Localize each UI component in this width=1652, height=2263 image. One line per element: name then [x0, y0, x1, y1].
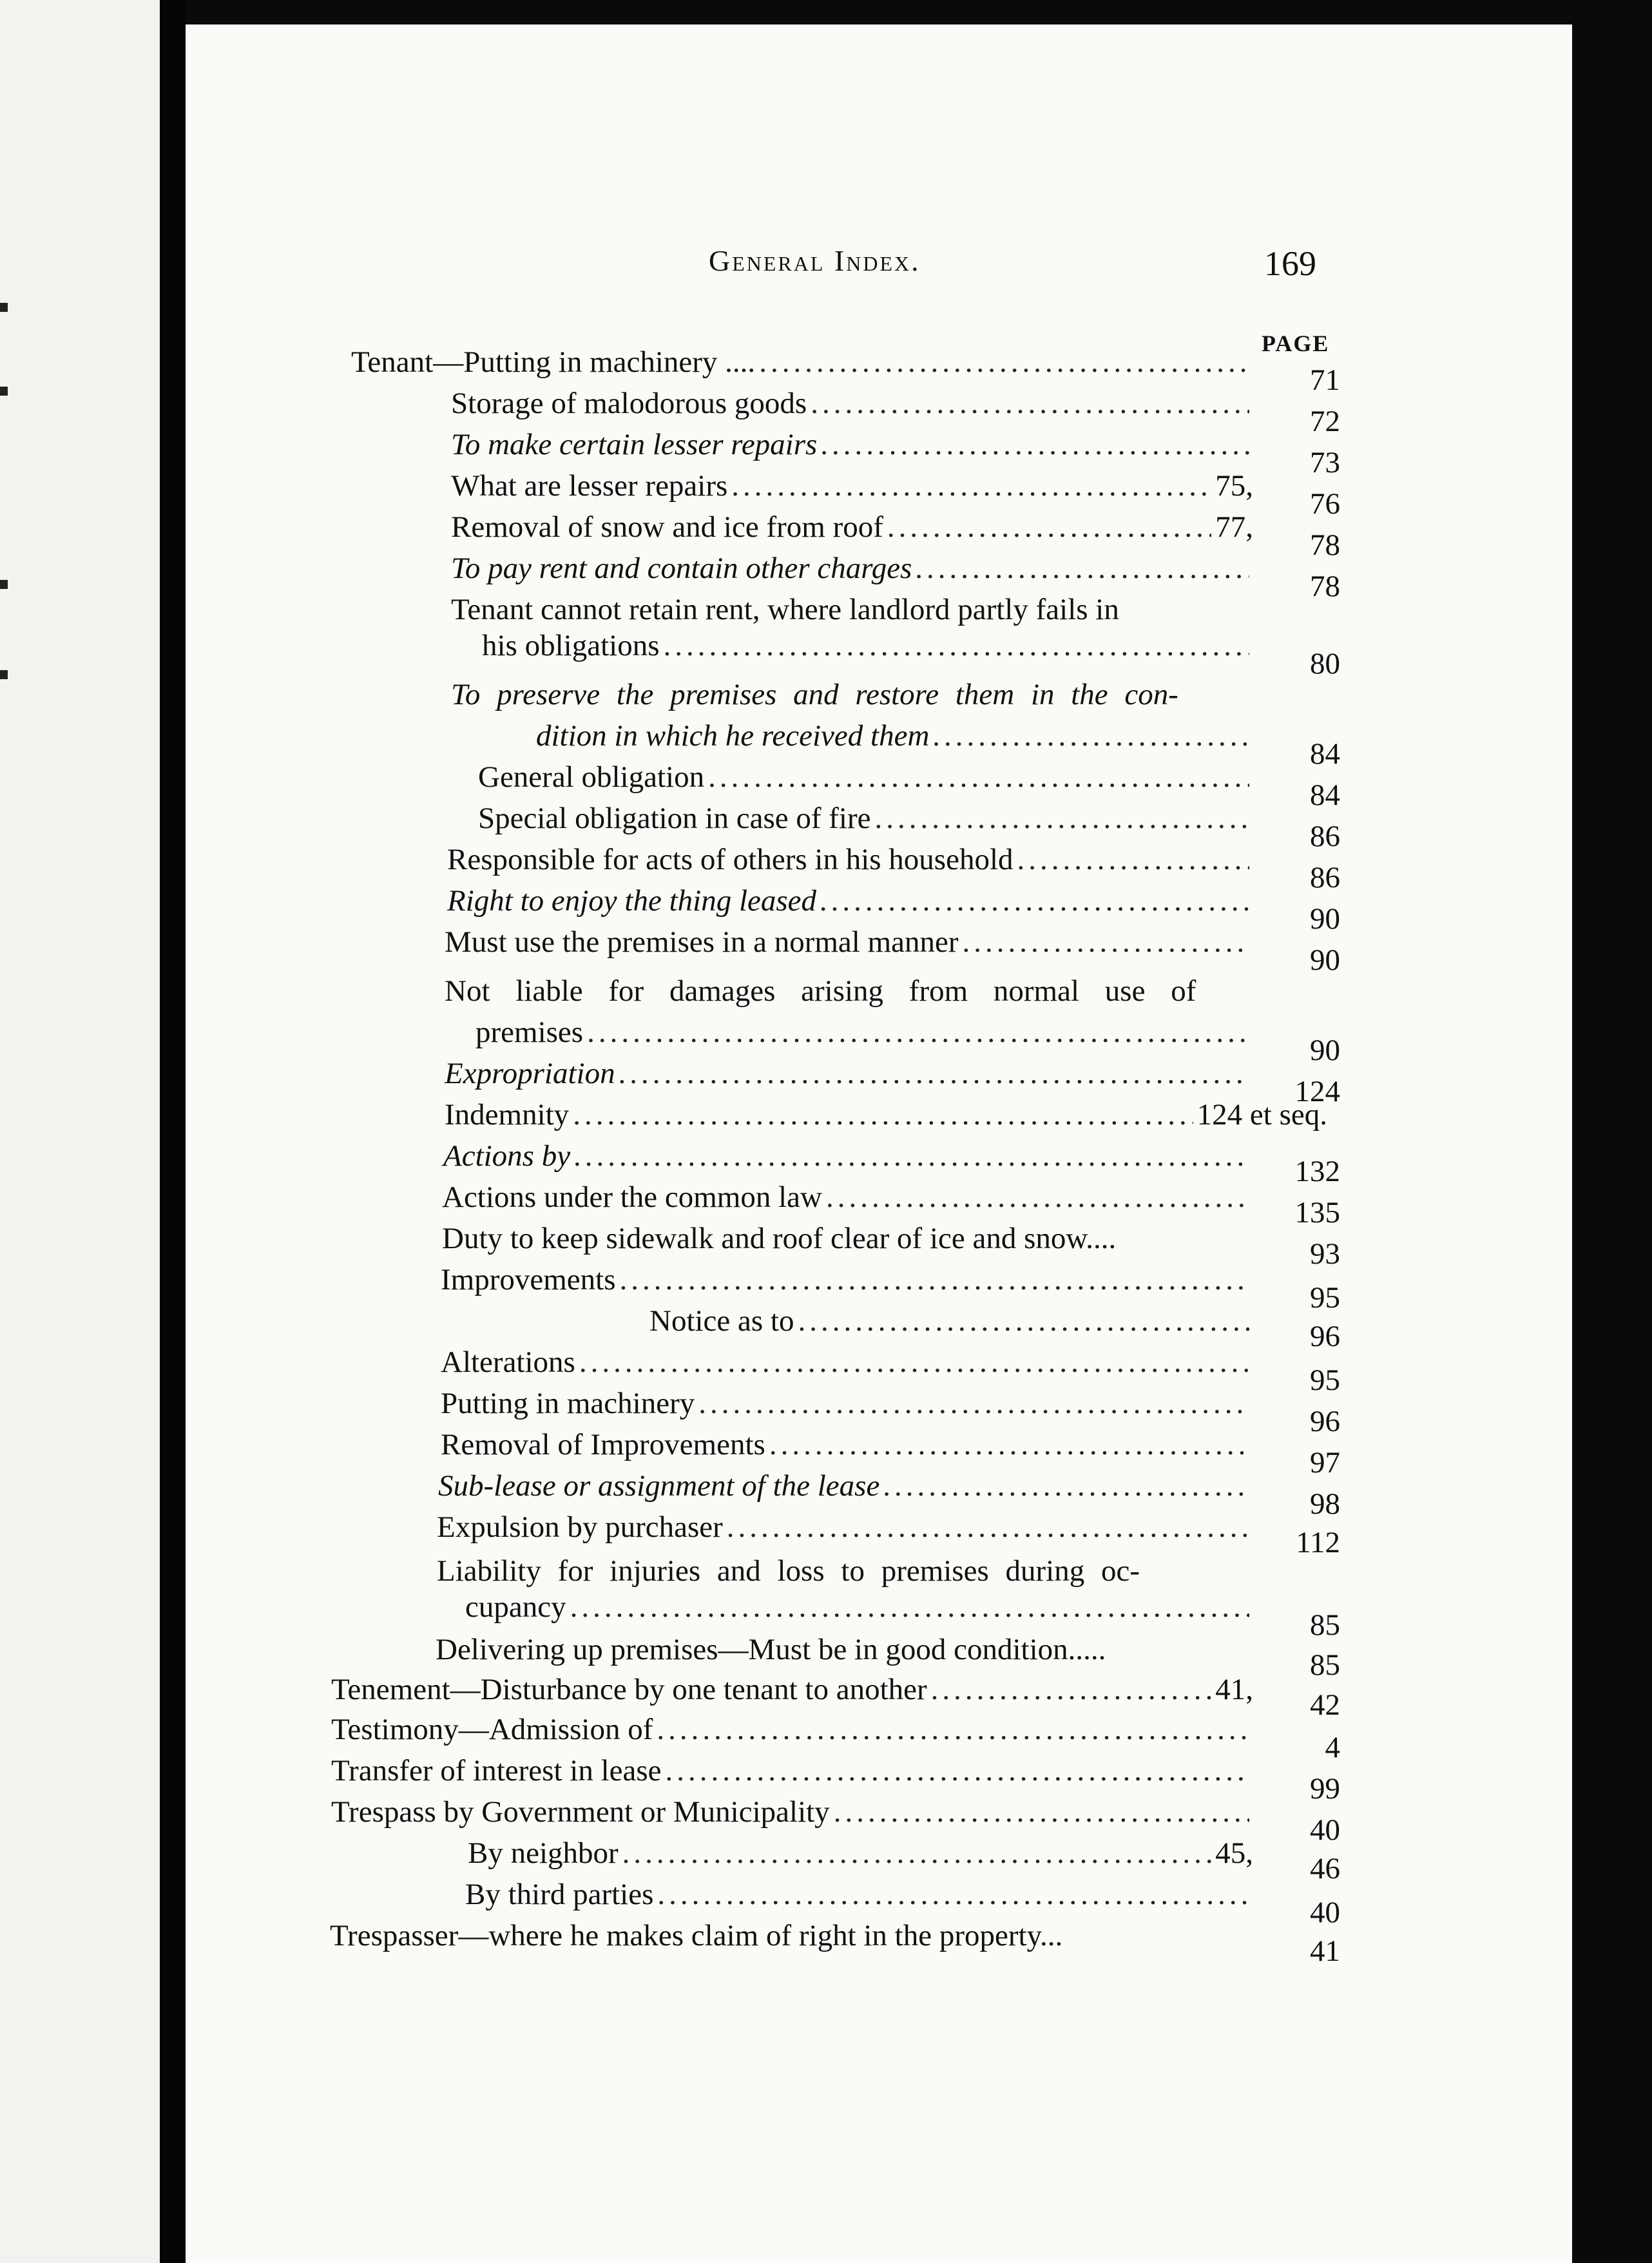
entry-page: 78 [1310, 570, 1340, 603]
entry-text: Tenement—Disturbance by one tenant to another [331, 1673, 927, 1706]
index-entry [536, 715, 1253, 756]
entry-text: Removal of Improvements [441, 1428, 765, 1461]
entry-page: 76 [1310, 487, 1340, 521]
entry-page: 112 [1296, 1526, 1340, 1559]
index-entry [441, 1259, 1253, 1300]
entry-text: dition in which he received them [536, 719, 930, 753]
entry-text: Indemnity [445, 1098, 570, 1132]
book-gutter [160, 0, 186, 2263]
entry-text: Duty to keep sidewalk and roof clear of ice and snow.... [442, 1222, 1117, 1255]
entry-text: Right to enjoy the thing leased [447, 884, 817, 918]
dot-leader [663, 625, 1249, 666]
dot-leader [574, 1135, 1249, 1177]
dot-leader [883, 1465, 1249, 1507]
entry-text: What are lesser repairs [451, 469, 728, 503]
entry-page: 85 [1310, 1608, 1340, 1642]
index-entry [445, 921, 1253, 963]
entry-text: To preserve the premises and restore them in the con- [451, 678, 1178, 711]
entry-page: 84 [1310, 778, 1340, 812]
entry-text: Delivering up premises—Must be in good condition..... [436, 1633, 1106, 1666]
entry-page: 40 [1310, 1896, 1340, 1929]
entry-page: 132 [1294, 1155, 1340, 1188]
entry-page: 98 [1310, 1487, 1340, 1521]
entry-ref: 77, [1215, 510, 1253, 544]
entry-page: 46 [1310, 1852, 1340, 1885]
index-entry [447, 839, 1253, 880]
entry-page: 90 [1310, 1034, 1340, 1067]
dot-leader [579, 1342, 1249, 1383]
entry-page: 95 [1310, 1281, 1340, 1314]
entry-ref: 75, [1215, 469, 1253, 503]
entry-page: 4 [1325, 1731, 1340, 1764]
entry-page: 80 [1310, 647, 1340, 680]
dot-leader [820, 880, 1249, 921]
entry-text: Alterations [441, 1345, 575, 1379]
index-entry [441, 1342, 1253, 1383]
index-entry [441, 1383, 1253, 1424]
scan-border-top [186, 0, 1652, 24]
entry-text: Special obligation in case of fire [478, 802, 871, 835]
dot-leader [657, 1709, 1249, 1750]
index-entry [441, 1424, 1253, 1465]
dot-leader [731, 465, 1211, 506]
dot-leader [1017, 839, 1249, 880]
entry-text: his obligations [482, 629, 660, 662]
index-entry [447, 880, 1253, 921]
entry-text: Must use the premises in a normal manner [445, 925, 959, 959]
dot-leader [622, 1833, 1212, 1874]
dot-leader [798, 1300, 1250, 1342]
entry-text: Liability for injuries and loss to premises during oc- [437, 1554, 1140, 1588]
index-entry [331, 1791, 1253, 1833]
index-entry [482, 625, 1253, 666]
entry-text: Notice as to [649, 1304, 794, 1338]
entry-text: To pay rent and contain other charges [451, 552, 912, 585]
dot-leader [916, 548, 1249, 589]
running-title: General Index. [709, 244, 921, 277]
facing-page-mark [0, 387, 8, 396]
index-entry [468, 1833, 1253, 1874]
dot-leader [769, 1424, 1249, 1465]
entry-text: General obligation [478, 760, 705, 794]
dot-leader [666, 1750, 1249, 1791]
entry-page: 90 [1310, 902, 1340, 936]
index-entry [445, 1094, 1327, 1135]
entry-text: By third parties [465, 1878, 654, 1911]
entry-text: premises [475, 1016, 584, 1049]
entry-text: Tenant cannot retain rent, where landlord partly fails in [451, 593, 1119, 626]
index-entry [649, 1300, 1253, 1342]
dot-leader [887, 506, 1211, 548]
index-entry [465, 1586, 1253, 1628]
entry-page: 93 [1310, 1237, 1340, 1271]
index-entry [451, 424, 1253, 465]
entry-page: 71 [1310, 363, 1340, 397]
dot-leader [620, 1259, 1250, 1300]
entry-page: 95 [1310, 1363, 1340, 1397]
dot-leader [811, 383, 1249, 424]
facing-page-mark [0, 670, 8, 679]
entry-page: 99 [1310, 1772, 1340, 1806]
entry-text: cupancy [465, 1590, 566, 1624]
entry-text: Responsible for acts of others in his household [447, 843, 1013, 876]
entry-page: 96 [1310, 1320, 1340, 1353]
entry-ref: 124 et seq. [1196, 1098, 1327, 1132]
entry-page: 42 [1310, 1688, 1340, 1722]
entry-ref: 45, [1215, 1836, 1253, 1870]
entry-page: 73 [1310, 446, 1340, 479]
dot-leader [587, 1012, 1249, 1053]
index-entry [478, 756, 1253, 798]
entry-text: Actions under the common law [442, 1180, 822, 1214]
index-entry [443, 1135, 1253, 1177]
index-entry [437, 1507, 1253, 1548]
dot-leader [933, 715, 1249, 756]
index-entry [451, 465, 1253, 506]
index-entry [451, 383, 1253, 424]
dot-leader [821, 424, 1249, 465]
index-entry [475, 1012, 1253, 1053]
index-entry [331, 1669, 1253, 1710]
entry-text: Expropriation [445, 1057, 615, 1090]
index-entry [331, 1750, 1253, 1791]
entry-text: Testimony—Admission of [331, 1713, 653, 1746]
entry-page: 41 [1310, 1934, 1340, 1968]
dot-leader [875, 798, 1250, 839]
dot-leader [834, 1791, 1249, 1833]
dot-leader [759, 342, 1249, 383]
entry-page: 97 [1310, 1446, 1340, 1479]
dot-leader [698, 1383, 1249, 1424]
entry-text: To make certain lesser repairs [451, 428, 818, 461]
facing-page-mark [0, 580, 8, 589]
dot-leader [619, 1053, 1249, 1094]
entry-text: By neighbor [468, 1836, 619, 1870]
index-entry [351, 342, 1253, 383]
entry-text: Transfer of interest in lease [331, 1754, 662, 1787]
entry-page: 40 [1310, 1813, 1340, 1847]
entry-text: Actions by [443, 1139, 571, 1173]
entry-text: Removal of snow and ice from roof [451, 510, 883, 544]
page-number: 169 [1264, 244, 1316, 283]
index-entry [451, 506, 1253, 548]
index-entry [442, 1177, 1253, 1218]
facing-page-edge [0, 0, 160, 2263]
entry-text: Sub-lease or assignment of the lease [438, 1469, 880, 1503]
entry-ref: 41, [1215, 1673, 1253, 1706]
entry-page: 86 [1310, 820, 1340, 853]
entry-text: Improvements [441, 1263, 616, 1296]
entry-page: 90 [1310, 943, 1340, 977]
dot-leader [708, 756, 1249, 798]
dot-leader [727, 1507, 1249, 1548]
entry-page: 85 [1310, 1648, 1340, 1682]
entry-page: 86 [1310, 861, 1340, 894]
dot-leader [963, 921, 1249, 963]
dot-leader [657, 1874, 1249, 1915]
entry-page: 135 [1294, 1196, 1340, 1229]
index-entry [478, 798, 1253, 839]
dot-leader [826, 1177, 1249, 1218]
index-entry [438, 1465, 1253, 1507]
entry-page: 96 [1310, 1405, 1340, 1438]
dot-leader [573, 1094, 1193, 1135]
index-entry [331, 1709, 1253, 1750]
entry-text: Trespasser—where he makes claim of right in the property... [330, 1919, 1063, 1952]
entry-text: Tenant—Putting in machinery .... [351, 345, 756, 379]
facing-page-mark [0, 303, 8, 312]
entry-text: Putting in machinery [441, 1387, 695, 1420]
entry-page: 78 [1310, 528, 1340, 562]
entry-page: 84 [1310, 737, 1340, 771]
entry-text: Storage of malodorous goods [451, 387, 807, 420]
entry-text: Expulsion by purchaser [437, 1510, 723, 1544]
entry-page: 124 [1294, 1075, 1340, 1108]
dot-leader [931, 1669, 1212, 1710]
scan-border-right [1572, 0, 1652, 2263]
entry-page: 72 [1310, 405, 1340, 438]
index-entry [451, 548, 1253, 589]
entry-text: Not liable for damages arising from normal use of [445, 974, 1196, 1008]
index-entry [465, 1874, 1253, 1915]
entry-text: Trespass by Government or Municipality [331, 1795, 830, 1829]
dot-leader [570, 1586, 1249, 1628]
page-column-label: PAGE [1262, 331, 1330, 356]
index-entry [445, 1053, 1253, 1094]
